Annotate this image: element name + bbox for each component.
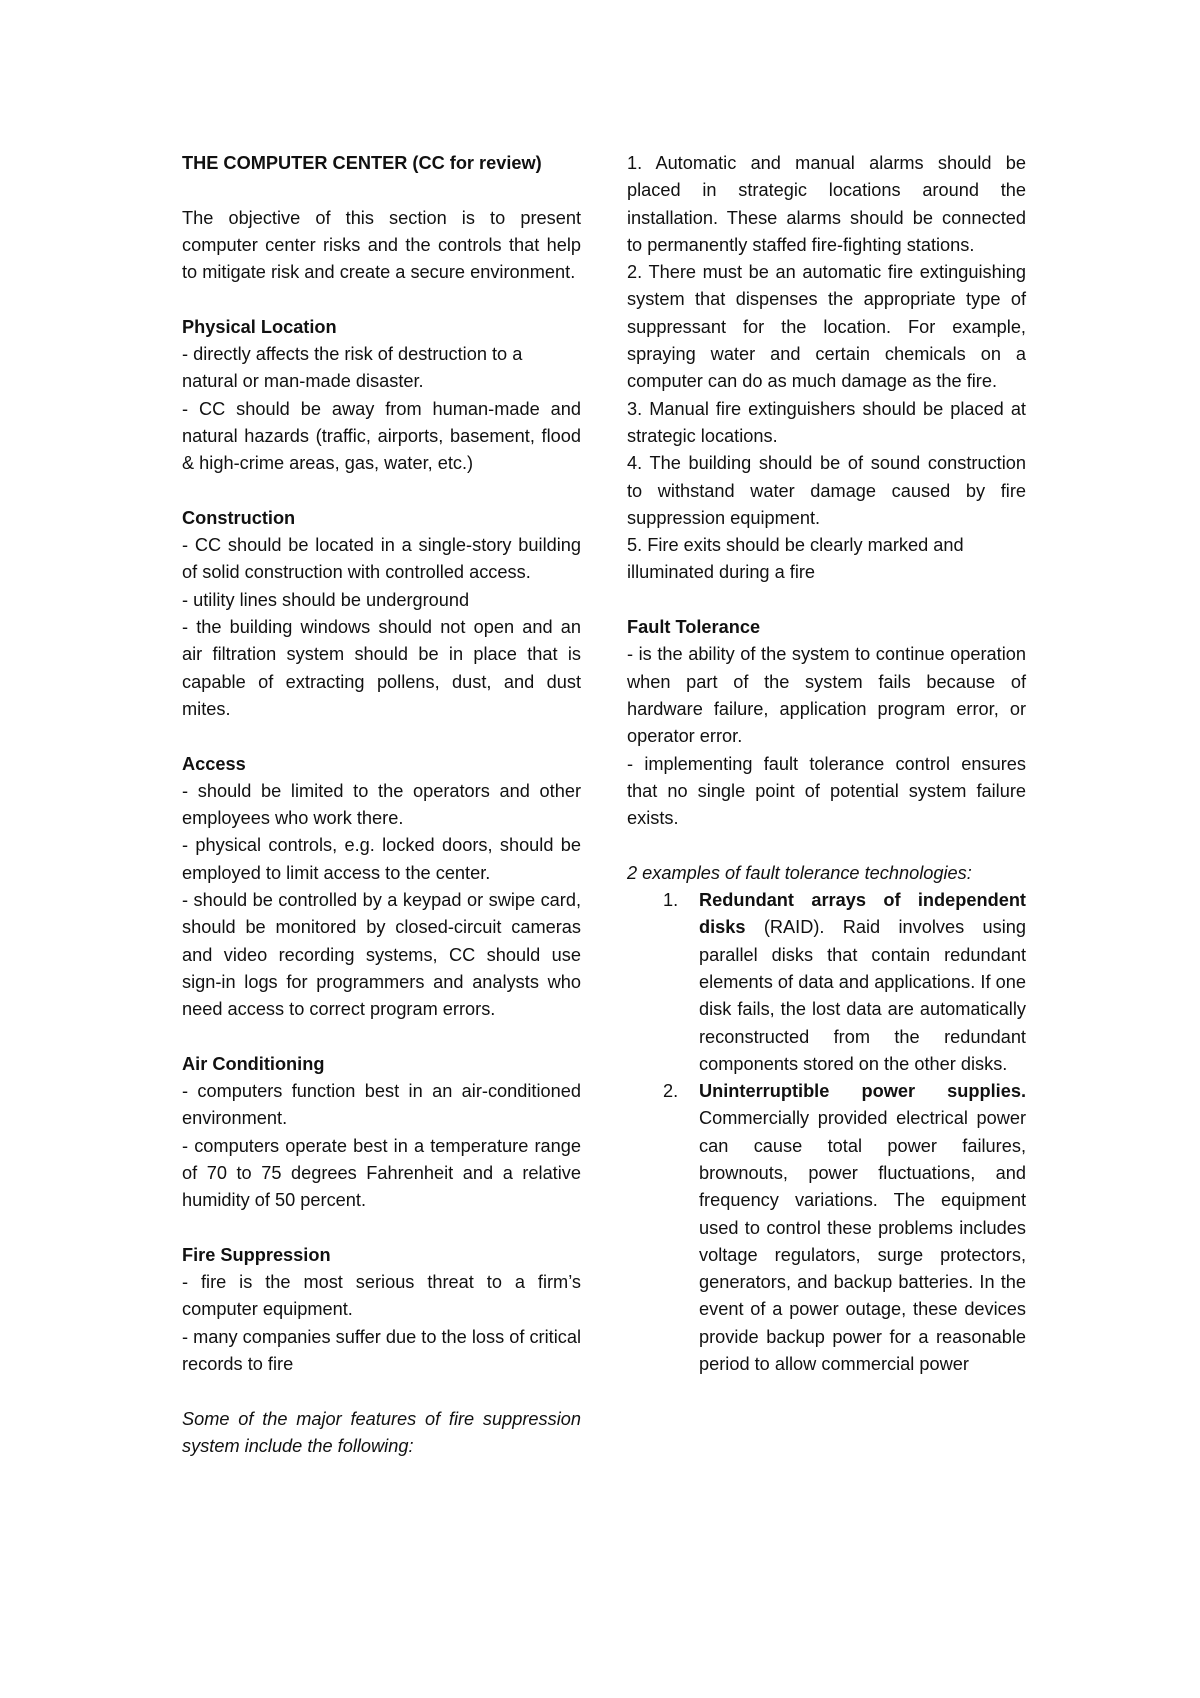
fault-examples-intro: 2 examples of fault tolerance technologies: (627, 862, 972, 883)
fire-feature-number: 1. (627, 153, 643, 173)
fire-feature-text: There must be an automatic fire extinguishing system that dispenses the appropriate type of suppressant for the location. For example, spraying water and certain chemicals on a computer can do as much damage as the fire. (627, 262, 1026, 392)
intro-paragraph: The objective of this section is to present computer center risks and the controls that help to mitigate risk and create a secure environment. (182, 207, 581, 283)
construction-heading: Construction (182, 507, 296, 528)
fire-feature-item (627, 450, 1026, 532)
fire-feature-number: 2. (627, 262, 643, 283)
fault-example-term: Redundant arrays of independent disks (699, 890, 1026, 938)
access-line: - should be limited to the operators and other employees who work there. (182, 780, 581, 829)
construction-line: - utility lines should be underground (182, 589, 470, 610)
fire-suppression-line: - fire is the most serious threat to a firm’s computer equipment. (182, 1272, 581, 1320)
fire-feature-number: 5. (627, 535, 643, 556)
construction-line: - CC should be located in a single-story building of solid construction with controlled access. (182, 535, 581, 583)
fire-feature-text: Automatic and manual alarms should be placed in strategic locations around the installation. These alarms should be connected to permanently staffed fire-fighting stations. (627, 153, 1026, 255)
fire-feature-text: Manual fire extinguishers should be placed at strategic locations. (627, 398, 1026, 446)
physical-location-line: - CC should be away from human-made and natural hazards (traffic, airports, basement, flood & high-crime areas, gas, water, etc.) (182, 398, 581, 474)
fault-tolerance-line: - is the ability of the system to continue operation when part of the system fails because of hardware failure, application program error, or operator error. (627, 644, 1026, 747)
fault-example-term: Uninterruptible power supplies. (699, 1081, 1026, 1102)
fire-feature-text: The building should be of sound construction to withstand water damage caused by fire suppression equipment. (627, 453, 1026, 528)
air-conditioning-heading: Air Conditioning (182, 1053, 325, 1074)
fire-feature-number: 3. (627, 398, 643, 419)
fault-example-text: Commercially provided electrical power can cause total power failures, brownouts, power fluctuations, and frequency variations. The equipment used to control these problems includes voltage regulators, surge protectors, generators, and backup batteries. In the event of a power outage, these devices provide backup power for a reasonable period to allow commercial power (699, 1108, 1026, 1375)
physical-location-heading: Physical Location (182, 316, 337, 337)
access-heading: Access (182, 753, 246, 774)
fire-feature-number: 4. (627, 453, 643, 474)
air-conditioning-line: - computers operate best in a temperature range of 70 to 75 degrees Fahrenheit and a relative humidity of 50 percent. (182, 1135, 581, 1211)
physical-location-line: - directly affects the risk of destruction to a natural or man-made disaster. (182, 344, 523, 392)
fault-example-item (627, 887, 1026, 1078)
access-line: - physical controls, e.g. locked doors, should be employed to limit access to the center. (182, 835, 581, 883)
fault-tolerance-line: - implementing fault tolerance control ensures that no single point of potential system failure exists. (627, 753, 1026, 829)
fault-example-number: 1. (663, 890, 679, 911)
fire-features-intro: Some of the major features of fire suppression system include the following: (182, 1408, 581, 1456)
fault-example-text: (RAID). Raid involves using parallel disks that contain redundant elements of data and applications. If one disk fails, the lost data are automatically reconstructed from the redundant components stored on the other disks. (699, 917, 1026, 1074)
construction-line: - the building windows should not open and an air filtration system should be in place that is capable of extracting pollens, dust, and dust mites. (182, 617, 581, 719)
fire-suppression-heading: Fire Suppression (182, 1244, 331, 1265)
fire-suppression-line: - many companies suffer due to the loss of critical records to fire (182, 1326, 581, 1375)
fire-feature-item (627, 396, 1026, 451)
right-column (627, 150, 1026, 1378)
fire-feature-item (627, 150, 1026, 259)
fire-feature-item (627, 532, 1026, 587)
fault-example-item (627, 1078, 1026, 1378)
document-title: THE COMPUTER CENTER (CC for review) (182, 153, 542, 173)
fault-tolerance-heading: Fault Tolerance (627, 617, 761, 638)
fault-examples-list (627, 887, 1026, 1378)
fault-example-number: 2. (663, 1081, 679, 1102)
air-conditioning-line: - computers function best in an air-conditioned environment. (182, 1081, 581, 1129)
fire-feature-item (627, 259, 1026, 395)
fire-feature-text: Fire exits should be clearly marked and illuminated during a fire (627, 535, 964, 583)
access-line: - should be controlled by a keypad or swipe card, should be monitored by closed-circuit cameras and video recording systems, CC should use sign-in logs for programmers and analysts who need access to correct program errors. (182, 890, 581, 1020)
left-column (182, 150, 581, 1460)
